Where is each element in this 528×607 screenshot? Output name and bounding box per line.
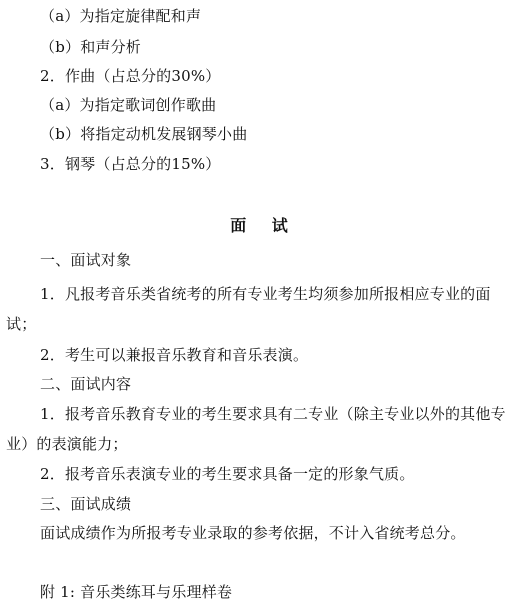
- interview-paragraph-2: 2．考生可以兼报音乐教育和音乐表演。: [40, 346, 309, 364]
- interview-paragraph-1-line-2: 试；: [6, 315, 37, 333]
- interview-heading-score: 三、面试成绩: [40, 495, 132, 513]
- interview-score-paragraph: 面试成绩作为所报考专业录取的参考依据，不计入省统考总分。: [40, 524, 466, 542]
- exam-item-b-harmony-analysis: （b）和声分析: [40, 38, 142, 56]
- interview-paragraph-3-line-2: 业）的表演能力；: [6, 435, 128, 453]
- exam-item-piano: 3．钢琴（占总分的15%）: [40, 155, 221, 173]
- appendix-link-text: 附 1: 音乐类练耳与乐理样卷: [40, 583, 233, 601]
- exam-item-b-piano-piece: （b）将指定动机发展钢琴小曲: [40, 125, 248, 143]
- exam-item-composition: 2．作曲（占总分的30%）: [40, 67, 221, 85]
- interview-heading-content: 二、面试内容: [40, 375, 132, 393]
- interview-paragraph-1-line-1: 1．凡报考音乐类省统考的所有专业考生均须参加所报相应专业的面: [40, 285, 491, 303]
- interview-paragraph-3-line-1: 1．报考音乐教育专业的考生要求具有二专业（除主专业以外的其他专: [40, 405, 506, 423]
- exam-item-a-harmonize: （a）为指定旋律配和声: [40, 7, 202, 25]
- interview-title: 面 试: [230, 216, 298, 235]
- interview-paragraph-4: 2．报考音乐表演专业的考生要求具备一定的形象气质。: [40, 465, 415, 483]
- exam-item-a-song-writing: （a）为指定歌词创作歌曲: [40, 96, 217, 114]
- interview-heading-candidates: 一、面试对象: [40, 251, 132, 269]
